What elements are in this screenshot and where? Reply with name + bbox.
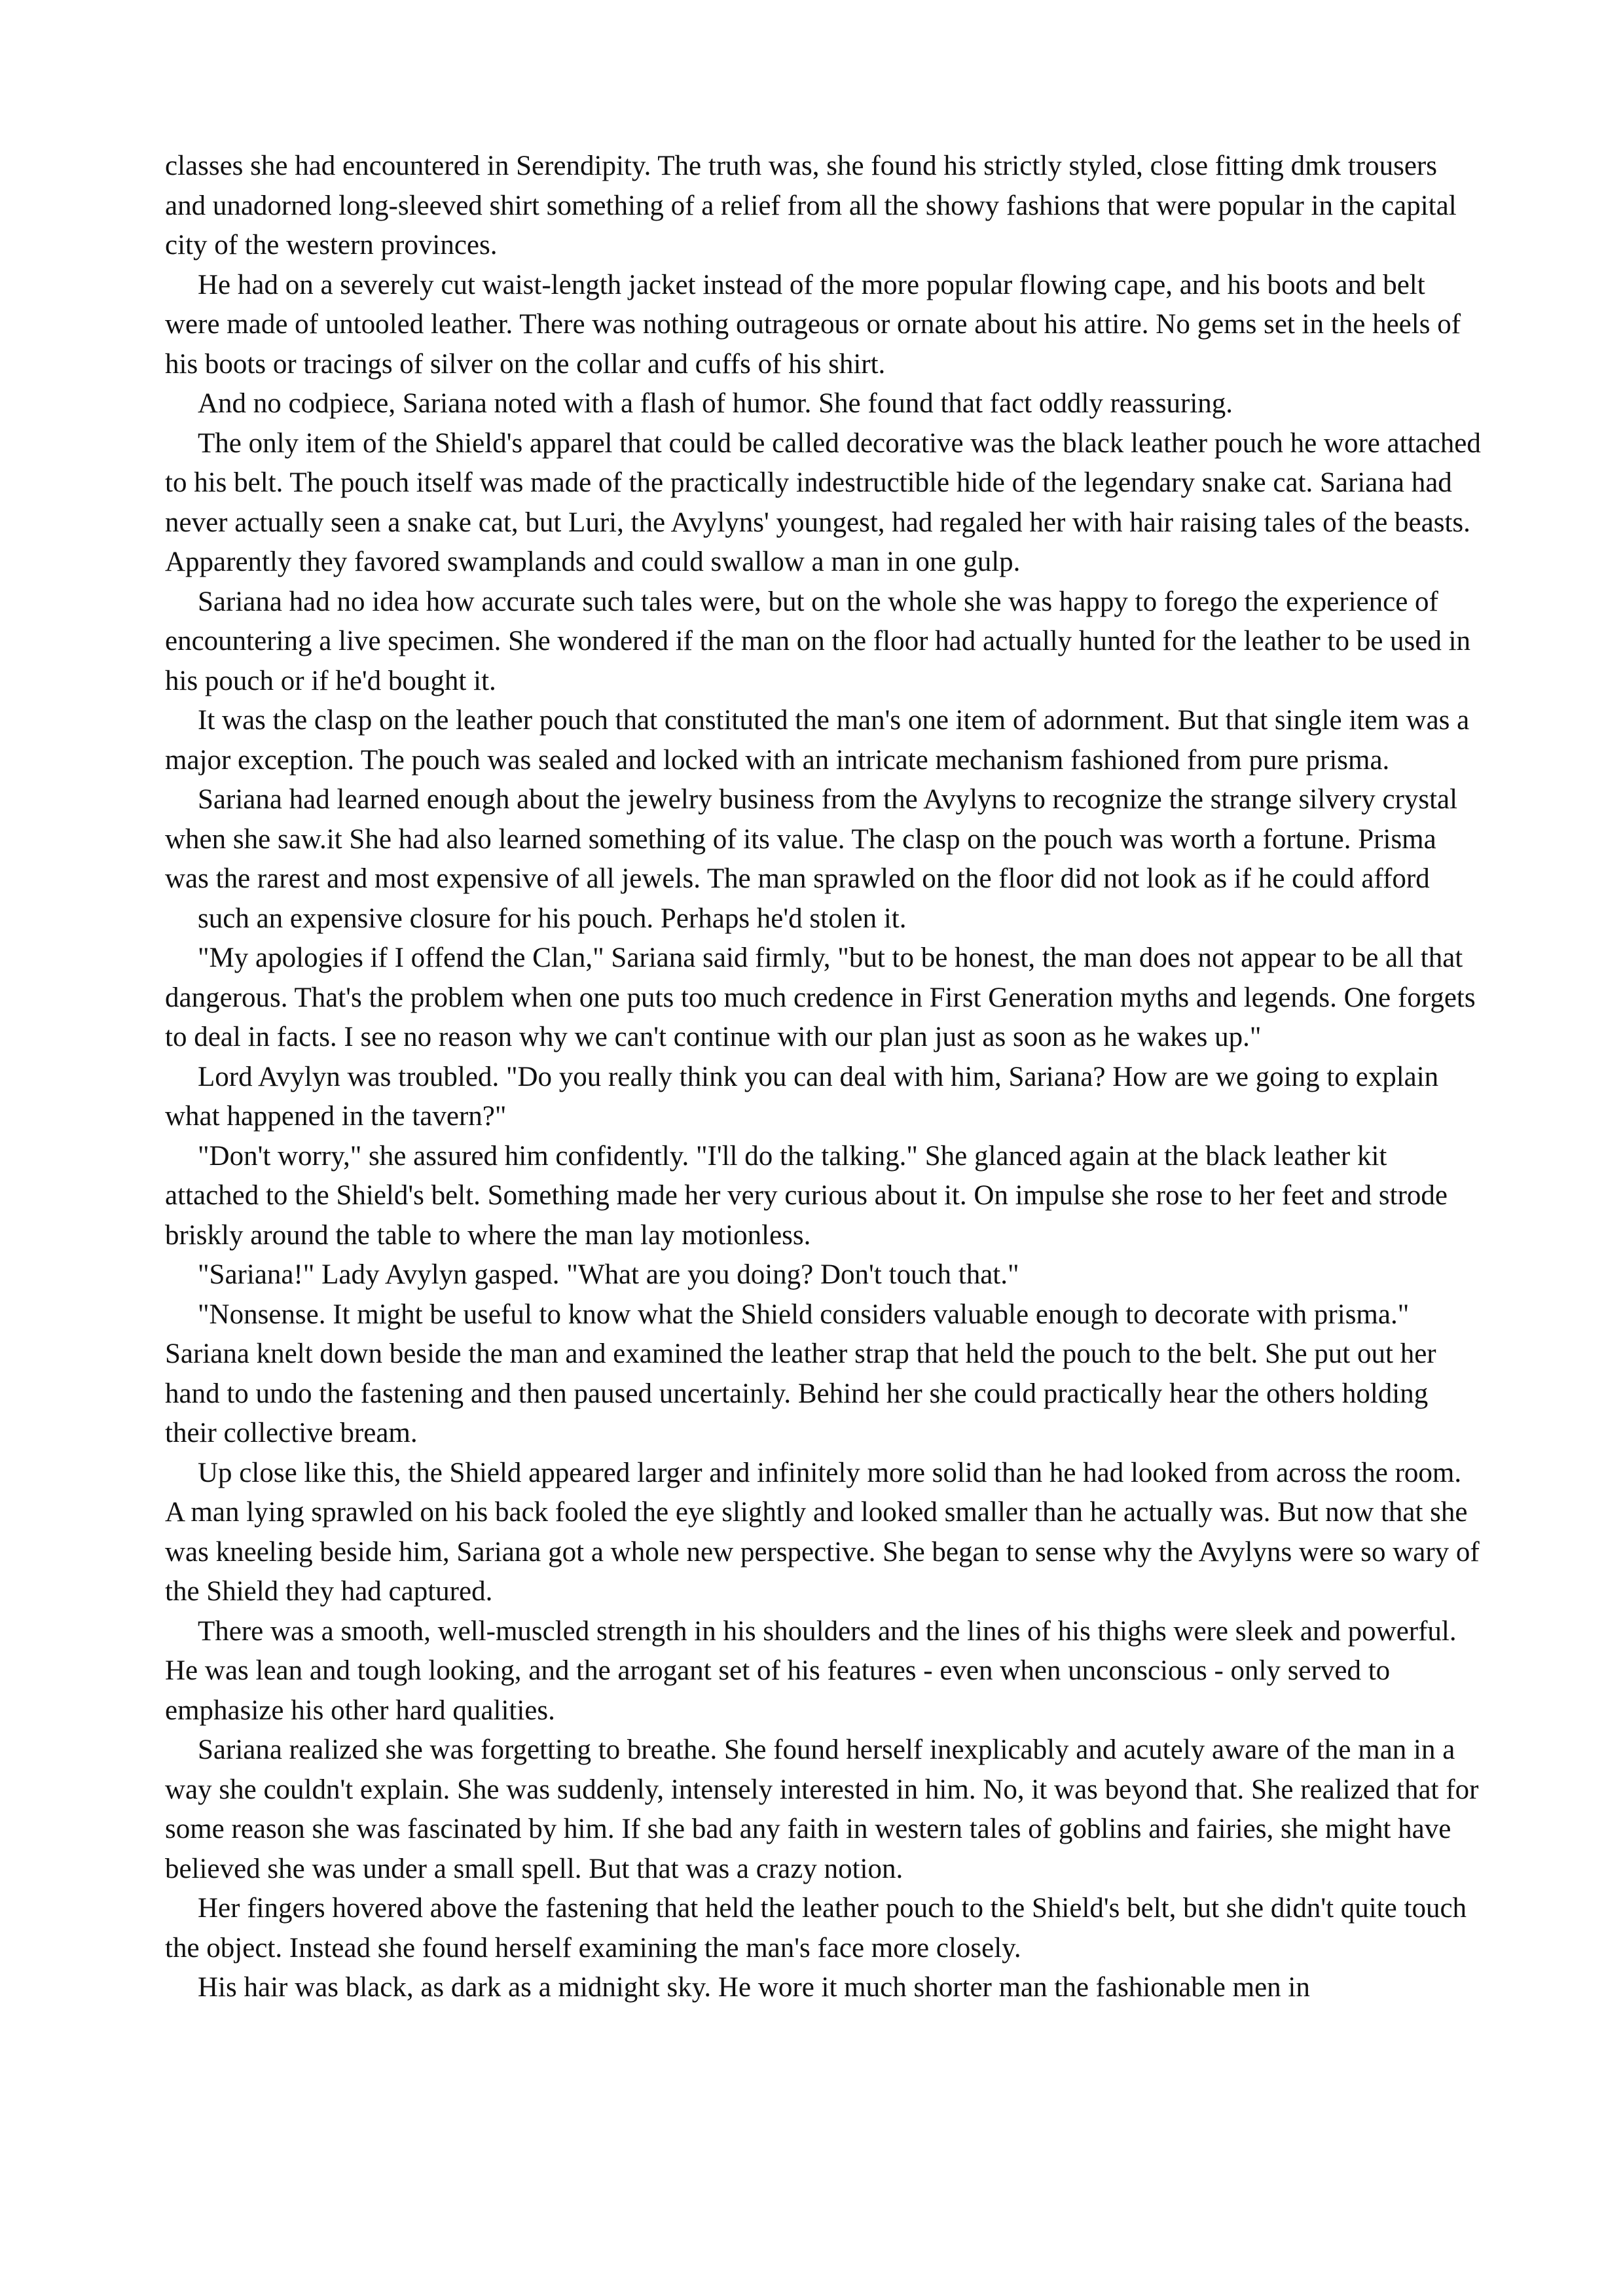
paragraph: There was a smooth, well-muscled strength in his shoulders and the lines of his thighs were sleek and powerful. He was lean and tough looking, and the arrogant set of his features - even when unconscious - only served to emphasize his other hard qualities.	[165, 1615, 1457, 1726]
paragraph: He had on a severely cut waist-length jacket instead of the more popular flowing cape, and his boots and belt were made of untooled leather. There was nothing outrageous or ornate about his attire. No gems set in the heels of his boots or tracings of silver on the collar and cuffs of his shirt.	[165, 269, 1461, 380]
paragraph: Lord Avylyn was troubled. "Do you really think you can deal with him, Sariana? How are we going to explain what happened in the tavern?"	[165, 1061, 1439, 1132]
paragraph: Sariana had learned enough about the jewelry business from the Avylyns to recognize the strange silvery crystal when she saw.it She had also learned something of its value. The clasp on the pouch was worth a fortune. Prisma was the rarest and most expensive of all jewels. The man sprawled on the floor did not look as if he could afford	[165, 784, 1458, 894]
paragraph: Up close like this, the Shield appeared larger and infinitely more solid than he had looked from across the room. A man lying sprawled on his back fooled the eye slightly and looked smaller than he actually was. But now that she was kneeling beside him, Sariana got a whole new perspective. She began to sense why the Avylyns were so wary of the Shield they had captured.	[165, 1457, 1480, 1607]
paragraph: "Sariana!" Lady Avylyn gasped. "What are you doing? Don't touch that."	[198, 1259, 1019, 1290]
paragraph: It was the clasp on the leather pouch that constituted the man's one item of adornment. But that single item was a major exception. The pouch was sealed and locked with an intricate mechanism fashioned from pure prisma.	[165, 705, 1470, 776]
paragraph: "My apologies if I offend the Clan," Sariana said firmly, "but to be honest, the man does not appear to be all that dangerous. That's the problem when one puts too much credence in First Generation myths and legends. One forgets to deal in facts. I see no reason why we can't continue with our plan just as soon as he wakes up."	[165, 942, 1476, 1052]
paragraph: "Nonsense. It might be useful to know what the Shield considers valuable enough to decorate with prisma." Sariana knelt down beside the man and examined the leather strap that held the pouch to the belt. She put out her hand to undo the fastening and then paused uncertainly. Behind her she could practically hear the others holding their collective bream.	[165, 1299, 1436, 1448]
paragraph: such an expensive closure for his pouch. Perhaps he'd stolen it.	[198, 903, 907, 934]
paragraph: Sariana realized she was forgetting to breathe. She found herself inexplicably and acutely aware of the man in a way she couldn't explain. She was suddenly, intensely interested in him. No, it was beyond that. She realized that for some reason she was fascinated by him. If she bad any faith in western tales of goblins and fairies, she might have believed she was under a small spell. But that was a crazy notion.	[165, 1734, 1479, 1884]
paragraph: The only item of the Shield's apparel that could be called decorative was the black leather pouch he wore attached to his belt. The pouch itself was made of the practically indestructible hide of the legendary snake cat. Sariana had never actually seen a snake cat, but Luri, the Avylyns' youngest, had regaled her with hair raising tales of the beasts. Apparently they favored swamplands and could swallow a man in one gulp.	[165, 427, 1481, 577]
paragraph: Sariana had no idea how accurate such tales were, but on the whole she was happy to forego the experience of encountering a live specimen. She wondered if the man on the floor had actually hunted for the leather to be used in his pouch or if he'd bought it.	[165, 586, 1471, 696]
document-page	[165, 147, 1481, 2008]
paragraph: Her fingers hovered above the fastening that held the leather pouch to the Shield's belt, but she didn't quite touch the object. Instead she found herself examining the man's face more closely.	[165, 1893, 1467, 1964]
paragraph: classes she had encountered in Serendipity. The truth was, she found his strictly styled, close fitting dmk trousers and unadorned long-sleeved shirt something of a relief from all the showy fashions that were popular in the capital city of the western provinces.	[165, 151, 1457, 260]
paragraph: "Don't worry," she assured him confidently. "I'll do the talking." She glanced again at the black leather kit attached to the Shield's belt. Something made her very curious about it. On impulse she rose to her feet and strode briskly around the table to where the man lay motionless.	[165, 1140, 1448, 1251]
paragraph: His hair was black, as dark as a midnight sky. He wore it much shorter man the fashionable men in	[198, 1972, 1310, 2003]
paragraph: And no codpiece, Sariana noted with a flash of humor. She found that fact oddly reassuring.	[198, 388, 1233, 419]
